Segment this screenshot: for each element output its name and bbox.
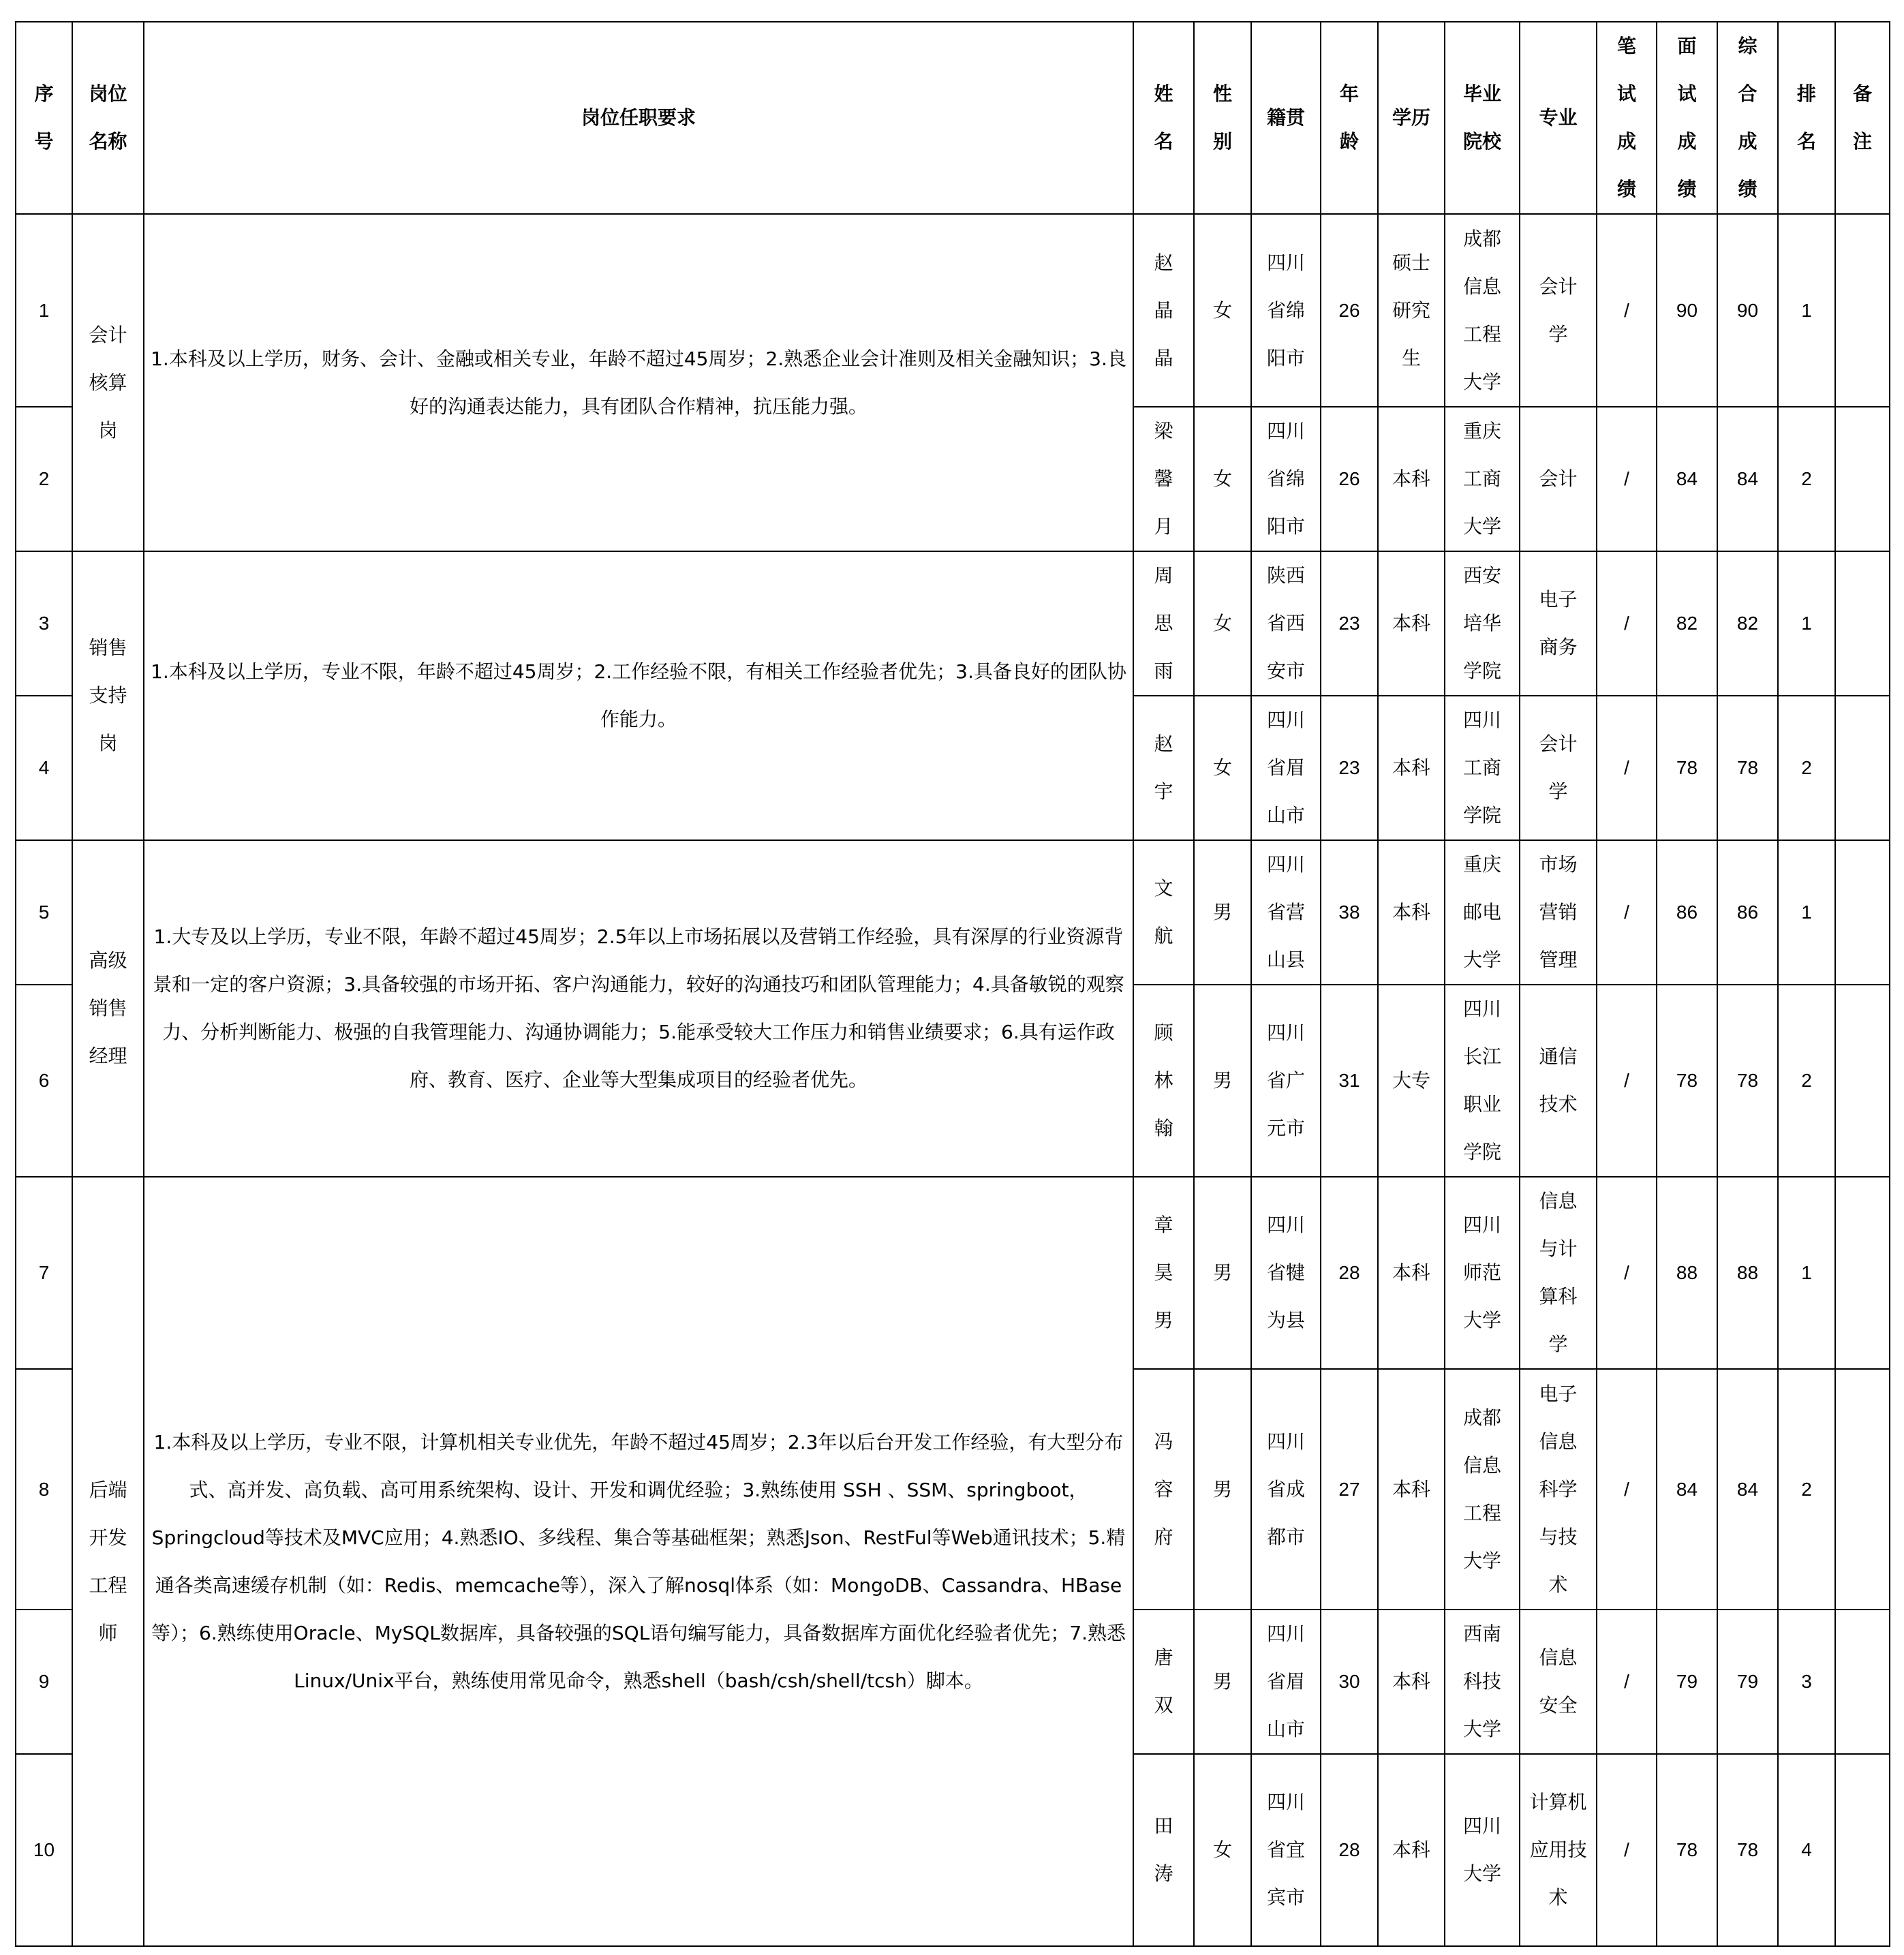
name-cell: 梁馨月 [1133, 407, 1194, 551]
name-cell: 唐双 [1133, 1610, 1194, 1754]
header-gender: 性别 [1194, 22, 1251, 214]
remark-cell [1835, 696, 1890, 840]
name-cell: 赵晶晶 [1133, 214, 1194, 407]
written-score-cell: / [1597, 551, 1657, 696]
school-cell: 成都信息工程大学 [1445, 214, 1520, 407]
rank-cell: 1 [1778, 1177, 1835, 1369]
major-cell: 市场营销管理 [1520, 840, 1597, 985]
gender-cell: 男 [1194, 1369, 1251, 1610]
major-cell: 通信技术 [1520, 985, 1597, 1177]
header-age: 年龄 [1321, 22, 1378, 214]
header-requirements: 岗位任职要求 [144, 22, 1133, 214]
age-cell: 26 [1321, 214, 1378, 407]
seq-cell: 10 [16, 1754, 72, 1946]
written-score-cell: / [1597, 985, 1657, 1177]
seq-cell: 9 [16, 1610, 72, 1754]
education-cell: 本科 [1378, 1369, 1445, 1610]
origin-cell: 四川省成都市 [1251, 1369, 1321, 1610]
seq-cell: 3 [16, 551, 72, 696]
origin-cell: 四川省广元市 [1251, 985, 1321, 1177]
seq-cell: 7 [16, 1177, 72, 1369]
education-cell: 本科 [1378, 407, 1445, 551]
name-cell: 冯容府 [1133, 1369, 1194, 1610]
gender-cell: 男 [1194, 840, 1251, 985]
written-score-cell: / [1597, 1177, 1657, 1369]
total-score-cell: 84 [1717, 407, 1778, 551]
total-score-cell: 90 [1717, 214, 1778, 407]
rank-cell: 2 [1778, 696, 1835, 840]
rank-cell: 1 [1778, 214, 1835, 407]
written-score-cell: / [1597, 214, 1657, 407]
written-score-cell: / [1597, 1369, 1657, 1610]
position-cell: 销售支持岗 [72, 551, 144, 840]
name-cell: 顾林翰 [1133, 985, 1194, 1177]
education-cell: 本科 [1378, 1177, 1445, 1369]
origin-cell: 四川省犍为县 [1251, 1177, 1321, 1369]
education-cell: 本科 [1378, 1610, 1445, 1754]
total-score-cell: 79 [1717, 1610, 1778, 1754]
position-cell: 高级销售经理 [72, 840, 144, 1177]
major-cell: 电子信息科学与技术 [1520, 1369, 1597, 1610]
remark-cell [1835, 1754, 1890, 1946]
remark-cell [1835, 1610, 1890, 1754]
education-cell: 硕士研究生 [1378, 214, 1445, 407]
total-score-cell: 86 [1717, 840, 1778, 985]
rank-cell: 2 [1778, 1369, 1835, 1610]
interview-score-cell: 78 [1657, 1754, 1717, 1946]
requirements-cell: 1.大专及以上学历，专业不限，年龄不超过45周岁；2.5年以上市场拓展以及营销工作经验，具有深厚的行业资源背景和一定的客户资源；3.具备较强的市场开拓、客户沟通能力，较好的沟通技巧和团队管理能力；4.具备敏锐的观察力、分析判断能力、极强的自我管理能力、沟通协调能力；5.能承受较大工作压力和销售业绩要求；6.具有运作政府、教育、医疗、企业等大型集成项目的经验者优先。 [144, 840, 1133, 1177]
education-cell: 本科 [1378, 1754, 1445, 1946]
school-cell: 西安培华学院 [1445, 551, 1520, 696]
age-cell: 23 [1321, 696, 1378, 840]
results-table [15, 21, 1890, 1947]
table-row [16, 840, 1890, 985]
age-cell: 28 [1321, 1177, 1378, 1369]
header-row [16, 22, 1890, 214]
seq-cell: 8 [16, 1369, 72, 1610]
header-rank: 排名 [1778, 22, 1835, 214]
major-cell: 信息安全 [1520, 1610, 1597, 1754]
gender-cell: 男 [1194, 985, 1251, 1177]
interview-score-cell: 86 [1657, 840, 1717, 985]
school-cell: 成都信息工程大学 [1445, 1369, 1520, 1610]
written-score-cell: / [1597, 696, 1657, 840]
header-education: 学历 [1378, 22, 1445, 214]
name-cell: 周思雨 [1133, 551, 1194, 696]
remark-cell [1835, 407, 1890, 551]
table-row [16, 551, 1890, 696]
name-cell: 赵宇 [1133, 696, 1194, 840]
major-cell: 会计学 [1520, 696, 1597, 840]
school-cell: 西南科技大学 [1445, 1610, 1520, 1754]
origin-cell: 四川省眉山市 [1251, 696, 1321, 840]
origin-cell: 陕西省西安市 [1251, 551, 1321, 696]
education-cell: 本科 [1378, 551, 1445, 696]
written-score-cell: / [1597, 1754, 1657, 1946]
requirements-cell: 1.本科及以上学历，专业不限，计算机相关专业优先，年龄不超过45周岁；2.3年以后台开发工作经验，有大型分布式、高并发、高负载、高可用系统架构、设计、开发和调优经验；3.熟练使用 SSH 、SSM、springboot，Springcloud等技术及MVC应用；4.熟悉IO、多线程、集合等基础框架；熟悉Json、RestFul等Web通讯技术；5.精通各类高速缓存机制（如：Redis、memcache等），深入了解nosql体系（如：MongoDB、Cassandra、HBase等）；6.熟练使用Oracle、MySQL数据库，具备较强的SQL语句编写能力，具备数据库方面优化经验者优先；7.熟悉Linux/Unix平台，熟练使用常见命令，熟悉shell（bash/csh/shell/tcsh）脚本。 [144, 1177, 1133, 1946]
age-cell: 38 [1321, 840, 1378, 985]
seq-cell: 6 [16, 985, 72, 1177]
school-cell: 重庆邮电大学 [1445, 840, 1520, 985]
origin-cell: 四川省绵阳市 [1251, 407, 1321, 551]
header-total: 综合成绩 [1717, 22, 1778, 214]
interview-score-cell: 82 [1657, 551, 1717, 696]
gender-cell: 女 [1194, 407, 1251, 551]
position-cell: 后端开发工程师 [72, 1177, 144, 1946]
header-name: 姓名 [1133, 22, 1194, 214]
total-score-cell: 78 [1717, 985, 1778, 1177]
origin-cell: 四川省营山县 [1251, 840, 1321, 985]
interview-score-cell: 90 [1657, 214, 1717, 407]
seq-cell: 2 [16, 407, 72, 551]
rank-cell: 2 [1778, 407, 1835, 551]
age-cell: 23 [1321, 551, 1378, 696]
interview-score-cell: 79 [1657, 1610, 1717, 1754]
school-cell: 四川长江职业学院 [1445, 985, 1520, 1177]
name-cell: 田涛 [1133, 1754, 1194, 1946]
name-cell: 文航 [1133, 840, 1194, 985]
school-cell: 四川大学 [1445, 1754, 1520, 1946]
seq-cell: 1 [16, 214, 72, 407]
remark-cell [1835, 551, 1890, 696]
remark-cell [1835, 840, 1890, 985]
age-cell: 27 [1321, 1369, 1378, 1610]
interview-score-cell: 84 [1657, 407, 1717, 551]
position-cell: 会计核算岗 [72, 214, 144, 551]
age-cell: 31 [1321, 985, 1378, 1177]
total-score-cell: 84 [1717, 1369, 1778, 1610]
school-cell: 重庆工商大学 [1445, 407, 1520, 551]
table-row [16, 214, 1890, 407]
interview-score-cell: 84 [1657, 1369, 1717, 1610]
gender-cell: 男 [1194, 1177, 1251, 1369]
header-seq: 序号 [16, 22, 72, 214]
remark-cell [1835, 985, 1890, 1177]
rank-cell: 3 [1778, 1610, 1835, 1754]
rank-cell: 2 [1778, 985, 1835, 1177]
remark-cell [1835, 1177, 1890, 1369]
age-cell: 28 [1321, 1754, 1378, 1946]
header-position: 岗位名称 [72, 22, 144, 214]
total-score-cell: 78 [1717, 696, 1778, 840]
total-score-cell: 88 [1717, 1177, 1778, 1369]
education-cell: 大专 [1378, 985, 1445, 1177]
remark-cell [1835, 1369, 1890, 1610]
header-remark: 备注 [1835, 22, 1890, 214]
seq-cell: 4 [16, 696, 72, 840]
origin-cell: 四川省绵阳市 [1251, 214, 1321, 407]
major-cell: 会计 [1520, 407, 1597, 551]
school-cell: 四川师范大学 [1445, 1177, 1520, 1369]
header-major: 专业 [1520, 22, 1597, 214]
major-cell: 计算机应用技术 [1520, 1754, 1597, 1946]
age-cell: 26 [1321, 407, 1378, 551]
gender-cell: 女 [1194, 1754, 1251, 1946]
major-cell: 电子商务 [1520, 551, 1597, 696]
gender-cell: 女 [1194, 696, 1251, 840]
origin-cell: 四川省眉山市 [1251, 1610, 1321, 1754]
written-score-cell: / [1597, 1610, 1657, 1754]
header-school: 毕业院校 [1445, 22, 1520, 214]
origin-cell: 四川省宜宾市 [1251, 1754, 1321, 1946]
gender-cell: 男 [1194, 1610, 1251, 1754]
rank-cell: 4 [1778, 1754, 1835, 1946]
interview-score-cell: 78 [1657, 985, 1717, 1177]
name-cell: 章昊男 [1133, 1177, 1194, 1369]
education-cell: 本科 [1378, 840, 1445, 985]
age-cell: 30 [1321, 1610, 1378, 1754]
rank-cell: 1 [1778, 551, 1835, 696]
major-cell: 信息与计算科学 [1520, 1177, 1597, 1369]
major-cell: 会计学 [1520, 214, 1597, 407]
interview-score-cell: 88 [1657, 1177, 1717, 1369]
total-score-cell: 78 [1717, 1754, 1778, 1946]
requirements-cell: 1.本科及以上学历，财务、会计、金融或相关专业，年龄不超过45周岁；2.熟悉企业会计准则及相关金融知识；3.良好的沟通表达能力，具有团队合作精神，抗压能力强。 [144, 214, 1133, 551]
header-written: 笔试成绩 [1597, 22, 1657, 214]
rank-cell: 1 [1778, 840, 1835, 985]
total-score-cell: 82 [1717, 551, 1778, 696]
requirements-cell: 1.本科及以上学历，专业不限，年龄不超过45周岁；2.工作经验不限，有相关工作经验者优先；3.具备良好的团队协作能力。 [144, 551, 1133, 840]
seq-cell: 5 [16, 840, 72, 985]
written-score-cell: / [1597, 840, 1657, 985]
header-interview: 面试成绩 [1657, 22, 1717, 214]
gender-cell: 女 [1194, 214, 1251, 407]
table-row [16, 1177, 1890, 1369]
gender-cell: 女 [1194, 551, 1251, 696]
education-cell: 本科 [1378, 696, 1445, 840]
written-score-cell: / [1597, 407, 1657, 551]
header-origin: 籍贯 [1251, 22, 1321, 214]
interview-score-cell: 78 [1657, 696, 1717, 840]
remark-cell [1835, 214, 1890, 407]
school-cell: 四川工商学院 [1445, 696, 1520, 840]
